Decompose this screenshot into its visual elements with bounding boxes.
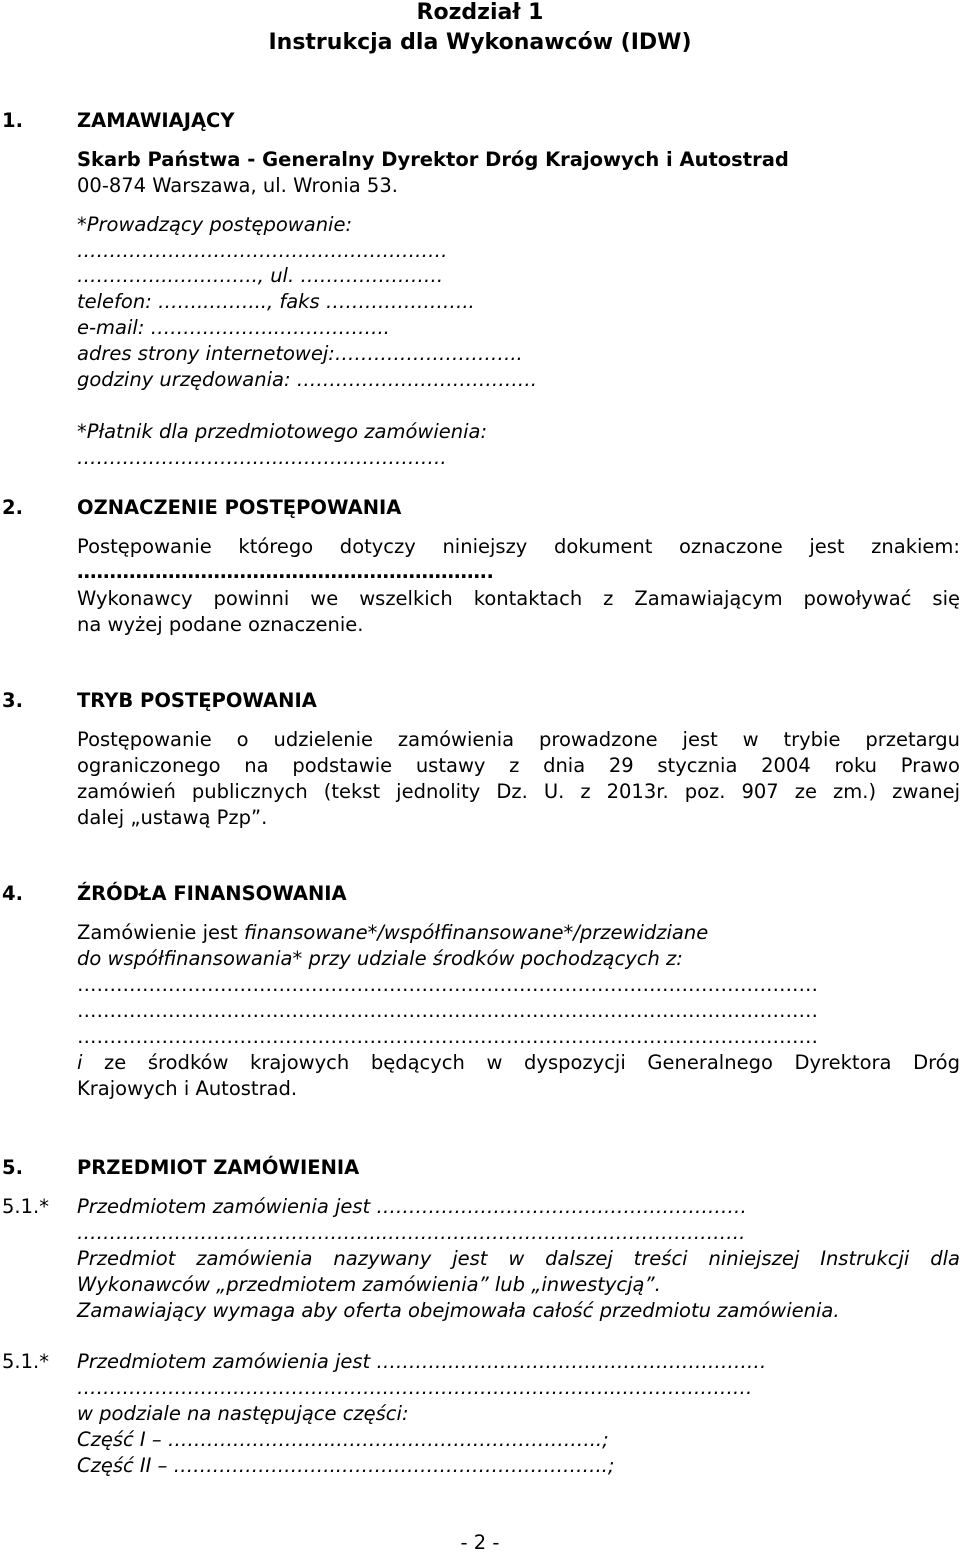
section-title: PRZEDMIOT ZAMÓWIENIA [77,1156,360,1179]
part-i-line: Część I – ……………………..…………………………………..; [77,1428,609,1451]
subsection-number: 5.1.* [2,1350,49,1373]
s4-dots-line: …………………………………………………………………………………………………… [77,1025,818,1048]
section-number: 4. [2,882,23,905]
s4-text: ze środków krajowych będących w dyspozycji Generalnego Dyrektora Dróg [82,1051,960,1074]
s4-dots-line: …………………………………………………………………………………………………… [77,973,818,996]
section-title: TRYB POSTĘPOWANIA [77,689,317,712]
s5-line: Przedmiotem zamówienia jest ………………………………………………… [77,1195,747,1218]
s4-paragraph-line: do współfinansowania* przy udziale środków pochodzących z: [77,947,683,970]
s5-dots-line: ………………………………………………………………………..………………… [77,1376,753,1399]
document-title: Instrukcja dla Wykonawców (IDW) [268,30,692,55]
s3-paragraph-line: dalej „ustawą Pzp”. [77,806,268,829]
s3-paragraph-line: zamówień publicznych (tekst jednolity Dz. U. z 2013r. poz. 907 ze zm.) zwanej [77,780,960,803]
payer-dots: …………………………..……………………. [77,446,447,469]
s2-paragraph-line: Wykonawcy powinni we wszelkich kontaktach z Zamawiającym powoływać się [77,587,960,610]
s5-line: w podziale na następujące części: [77,1402,409,1425]
s4-text: Zamówienie jest [77,921,244,944]
page-number: - 2 - [460,1531,500,1554]
section-title: ZAMAWIAJĄCY [77,109,235,132]
s3-paragraph-line: ograniczonego na podstawie ustawy z dnia 29 stycznia 2004 roku Prawo [77,754,960,777]
chapter-title: Rozdział 1 [416,0,544,25]
placeholder-dots: ………………………………………………… [77,239,448,262]
conductor-label: *Prowadzący postępowanie: [77,213,353,236]
part-ii-line: Część II – ……………………..…………………………………..; [77,1454,615,1477]
s5-line: Wykonawców „przedmiotem zamówienia” lub „inwestycją”. [77,1273,661,1296]
subsection-number: 5.1.* [2,1195,49,1218]
office-hours-line: godziny urzędowania: ………………………………. [77,368,537,391]
section-number: 1. [2,109,23,132]
s4-paragraph-line [77,920,708,946]
section-title: ŹRÓDŁA FINANSOWANIA [77,882,347,905]
section-number: 3. [2,689,23,712]
email-line: e-mail: ………………..…………….. [77,316,390,339]
section-number: 5. [2,1156,23,1179]
section-title: OZNACZENIE POSTĘPOWANIA [77,496,402,519]
website-line: adres strony internetowej:……………………….. [77,342,523,365]
section-number: 2. [2,496,23,519]
s5-line: Przedmiot zamówienia nazywany jest w dalszej treści niniejszej Instrukcji dla [77,1247,960,1270]
s4-paragraph-line [77,1050,960,1076]
s2-paragraph-line: Postępowanie którego dotyczy niniejszy dokument oznaczone jest znakiem: [77,535,960,558]
s5-dots-line: ………………………………………...………………………………………………. [77,1221,746,1244]
s4-financing-options: finansowane*/współfinansowane*/przewidziane [244,921,709,944]
s2-paragraph-line: na wyżej podane oznaczenie. [77,613,364,636]
s2-reference-dots: ………………………………………………………. [77,560,494,583]
phone-fax-line: telefon: ……..……..., faks ………………….. [77,290,475,313]
s4-paragraph-line: Krajowych i Autostrad. [77,1077,298,1100]
s4-text: i [77,1051,83,1074]
payer-label: *Płatnik dla przedmiotowego zamówienia: [77,420,488,443]
contracting-authority-address: 00-874 Warszawa, ul. Wronia 53. [77,174,398,197]
contracting-authority-name: Skarb Państwa - Generalny Dyrektor Dróg Krajowych i Autostrad [77,148,789,171]
s5-line: Przedmiotem zamówienia jest …………………………………………………… [77,1350,767,1373]
s3-paragraph-line: Postępowanie o udzielenie zamówienia prowadzone jest w trybie przetargu [77,728,960,751]
s5-line: Zamawiający wymaga aby oferta obejmowała całość przedmiotu zamówienia. [77,1299,840,1322]
s4-dots-line: …………………………………………………………………………………………………… [77,999,818,1022]
street-line: …………..………….., ul. …………………. [77,264,444,287]
